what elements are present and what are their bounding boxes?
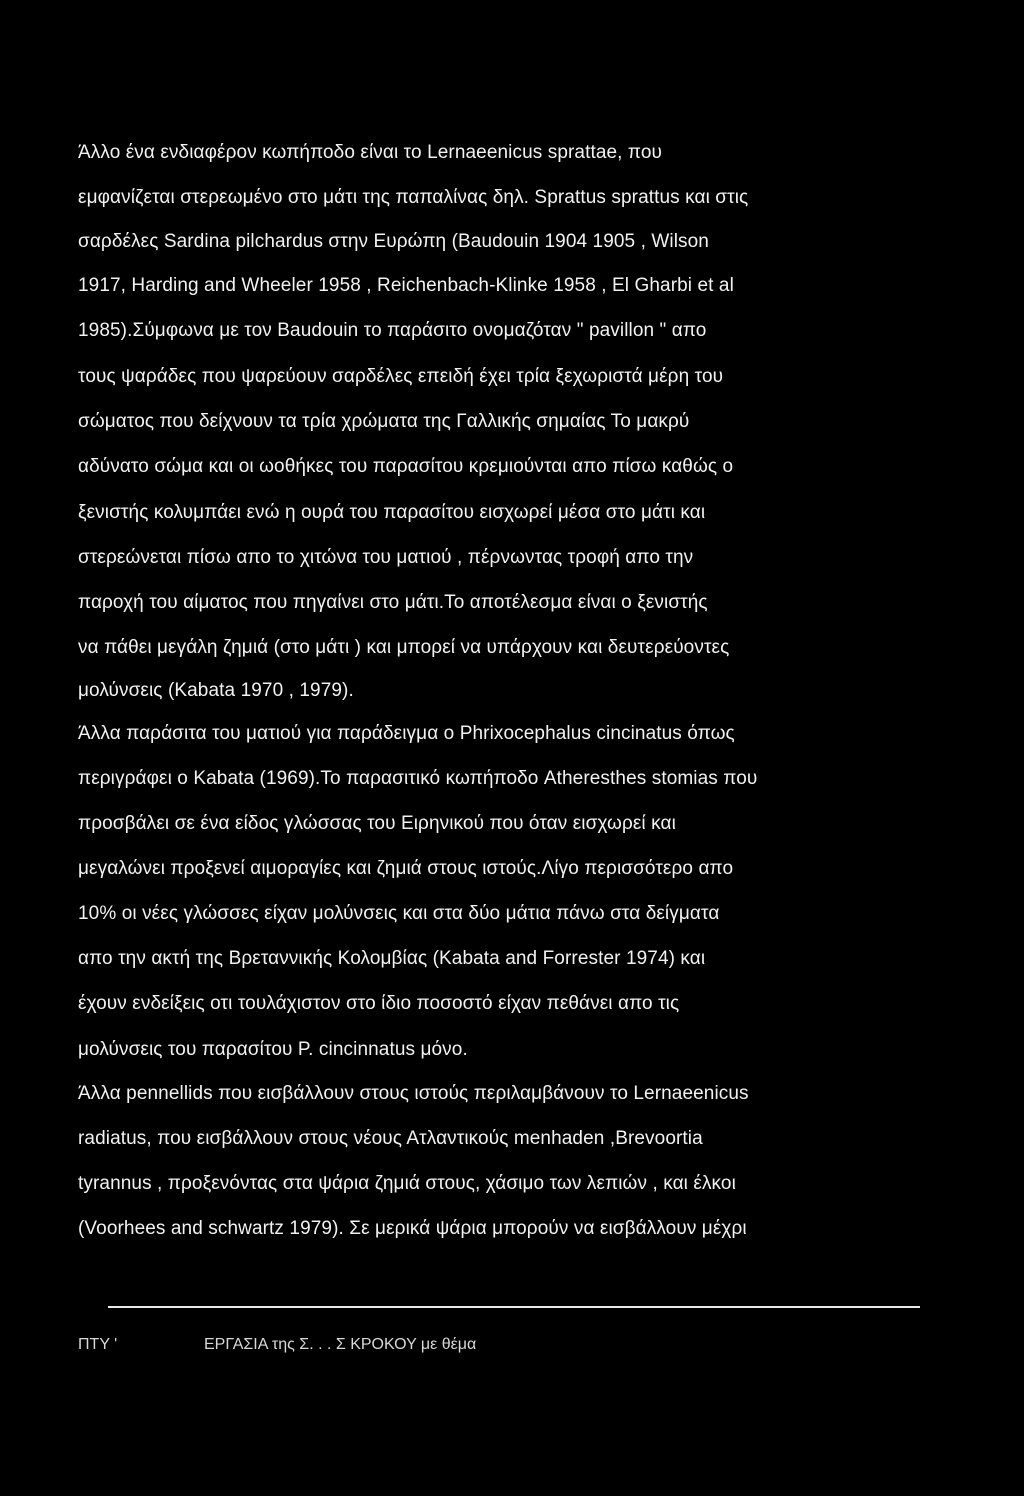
text-line: Άλλα pennellids που εισβάλλουν στους ιστούς περιλαμβάνουν το Lernaeenicus: [78, 1083, 749, 1104]
text-line: τους ψαράδες που ψαρεύουν σαρδέλες επειδή έχει τρία ξεχωριστά μέρη του: [78, 366, 724, 387]
footer-divider: [108, 1306, 920, 1308]
text-line: μολύνσεις του παρασίτου P. cincinnatus μόνο.: [78, 1039, 468, 1060]
text-line: Άλλο ένα ενδιαφέρον κωπήποδο είναι το Lernaeenicus sprattae, που: [78, 142, 663, 163]
text-line: 1917, Harding and Wheeler 1958 , Reichenbach-Klinke 1958 , El Gharbi et al: [78, 275, 734, 296]
text-line: στερεώνεται πίσω απο το χιτώνα του ματιού , πέρνωντας τροφή απο την: [78, 547, 694, 568]
text-line: tyrannus , προξενόντας στα ψάρια ζημιά στους, χάσιμο των λεπιών , και έλκοι: [78, 1173, 736, 1194]
text-line: σαρδέλες Sardina pilchardus στην Ευρώπη (Baudouin 1904 1905 , Wilson: [78, 231, 709, 252]
text-line: (Voorhees and schwartz 1979). Σε μερικά ψάρια μπορούν να εισβάλλουν μέχρι: [78, 1218, 747, 1239]
text-line: απο την ακτή της Βρεταννικής Κολομβίας (Kabata and Forrester 1974) και: [78, 948, 706, 969]
footer-fragment-a: ΠΤΥ ': [78, 1336, 118, 1353]
text-line: Άλλα παράσιτα του ματιού για παράδειγμα ο Phrixocephalus cincinatus όπως: [78, 723, 735, 744]
text-line: να πάθει μεγάλη ζημιά (στο μάτι ) και μπορεί να υπάρχουν και δευτερεύοντες: [78, 637, 730, 658]
text-line: παροχή του αίματος που πηγαίνει στο μάτι.Το αποτέλεσμα είναι ο ξενιστής: [78, 592, 708, 613]
text-line: σώματος που δείχνουν τα τρία χρώματα της Γαλλικής σημαίας Το μακρύ: [78, 411, 690, 432]
text-line: έχουν ενδείξεις οτι τουλάχιστον στο ίδιο ποσοστό είχαν πεθάνει απο τις: [78, 993, 680, 1014]
text-line: radiatus, που εισβάλλουν στους νέους Ατλαντικούς menhaden ,Brevoortia: [78, 1128, 703, 1149]
text-line: 10% οι νέες γλώσσες είχαν μολύνσεις και στα δύο μάτια πάνω στα δείγματα: [78, 903, 720, 924]
text-line: εμφανίζεται στερεωμένο στο μάτι της παπαλίνας δηλ. Sprattus sprattus και στις: [78, 187, 749, 208]
text-line: μολύνσεις (Kabata 1970 , 1979).: [78, 680, 354, 701]
text-line: 1985).Σύμφωνα με τον Baudouin το παράσιτο ονομαζόταν " pavillon " απο: [78, 320, 707, 341]
text-line: ξενιστής κολυμπάει ενώ η ουρά του παρασίτου εισχωρεί μέσα στο μάτι και: [78, 502, 706, 523]
text-line: αδύνατο σώμα και οι ωοθήκες του παρασίτου κρεμιούνται απο πίσω καθώς ο: [78, 456, 734, 477]
text-line: προσβάλει σε ένα είδος γλώσσας του Ειρηνικού που όταν εισχωρεί και: [78, 813, 676, 834]
footer-fragment-b: ΕΡΓΑΣΙΑ της Σ. . . Σ ΚΡΟΚΟΥ με θέμα: [204, 1336, 477, 1353]
text-line: μεγαλώνει προξενεί αιμοραγίες και ζημιά στους ιστούς.Λίγο περισσότερο απο: [78, 858, 734, 879]
text-line: περιγράφει ο Kabata (1969).Το παρασιτικό κωπήποδο Atheresthes stomias που: [78, 768, 758, 789]
